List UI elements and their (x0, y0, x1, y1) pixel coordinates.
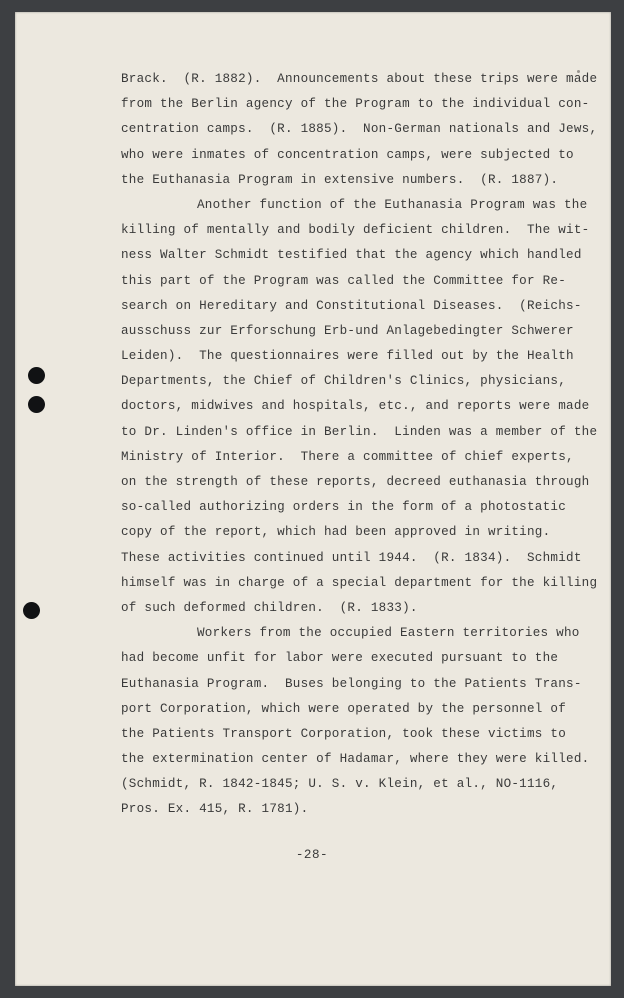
text-line: this part of the Program was called the Committee for Re- (121, 273, 567, 288)
text-line: Euthanasia Program. Buses belonging to the Patients Trans- (121, 676, 582, 691)
text-line: had become unfit for labor were executed pursuant to the (121, 651, 559, 666)
page-number: -28- (295, 848, 329, 862)
text-line: Workers from the occupied Eastern territories who (197, 626, 580, 641)
text-line: Brack. (R. 1882). Announcements about these trips were made (121, 72, 598, 86)
text-line: from the Berlin agency of the Program to the individual con- (121, 97, 590, 112)
text-line: search on Hereditary and Constitutional Diseases. (Reichs- (121, 298, 582, 313)
punch-hole (23, 602, 40, 619)
text-line: the Patients Transport Corporation, took these victims to (121, 726, 567, 741)
text-line: on the strength of these reports, decreed euthanasia through (121, 475, 590, 489)
punch-hole (28, 396, 45, 413)
text-line: ness Walter Schmidt testified that the agency which handled (121, 248, 582, 263)
text-line: Departments, the Chief of Children's Clinics, physicians, (121, 374, 567, 389)
text-line: Leiden). The questionnaires were filled out by the Health (121, 349, 574, 364)
text-line: the Euthanasia Program in extensive numbers. (R. 1887). (121, 172, 559, 187)
text-line: Ministry of Interior. There a committee of chief experts, (121, 449, 574, 464)
text-line: Pros. Ex. 415, R. 1781). (121, 802, 309, 817)
text-line: copy of the report, which had been approved in writing. (121, 525, 551, 540)
text-line: ausschuss zur Erforschung Erb-und Anlagebedingter Schwerer (121, 323, 574, 338)
text-line: centration camps. (R. 1885). Non-German nationals and Jews, (121, 122, 598, 137)
text-line: himself was in charge of a special department for the killing (121, 575, 598, 590)
text-line: who were inmates of concentration camps, were subjected to (121, 147, 574, 162)
typed-text-body (121, 67, 598, 823)
text-line: of such deformed children. (R. 1833). (121, 600, 418, 615)
text-line: Another function of the Euthanasia Program was the (197, 197, 588, 212)
text-line: These activities continued until 1944. (R. 1834). Schmidt (121, 550, 582, 565)
text-line: port Corporation, which were operated by the personnel of (121, 701, 567, 716)
text-line: so-called authorizing orders in the form of a photostatic (121, 500, 567, 515)
text-line: doctors, midwives and hospitals, etc., and reports were made (121, 399, 590, 414)
text-line: killing of mentally and bodily deficient children. The wit- (121, 223, 590, 238)
text-line: to Dr. Linden's office in Berlin. Linden was a member of the (121, 424, 598, 439)
punch-hole (28, 367, 45, 384)
text-line: (Schmidt, R. 1842-1845; U. S. v. Klein, et al., NO-1116, (121, 777, 559, 792)
text-line: the extermination center of Hadamar, where they were killed. (121, 752, 590, 767)
